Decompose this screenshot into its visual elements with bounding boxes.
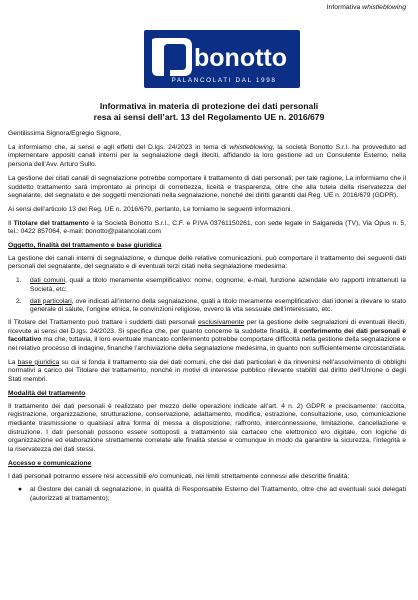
- header-plain: Informativa: [326, 4, 361, 11]
- logo-tagline-text: PALANCOLATI DAL 1998: [171, 77, 277, 84]
- list-item-term: dati particolari: [30, 297, 72, 305]
- exclusive-text-b: per la gestione delle segnalazioni di eventuali illeciti, ricevute ai sensi del D.lgs. 24/2023. Si specifica che, per quanto concerne la suddette finalità,: [8, 318, 406, 335]
- controller-bold: Titolare del trattamento: [13, 219, 89, 227]
- title-line-1: Informativa in materia di protezione dei dati personali: [99, 101, 319, 111]
- greeting: Gentilissima Signora/Egregio Signore,: [8, 130, 122, 137]
- logo-graphic: [142, 30, 302, 90]
- paragraph-controller: [8, 220, 406, 237]
- controller-text-b: è la Società Bonotto S.r.l., C.F. e P.IVA 03761150261, con sede legale in Salgareda (TV), Via Opus n. 5, tel.: 0422 857064, e-mail: bonotto@palancolati.com: [8, 219, 407, 236]
- heading-access: Accesso e comunicazione: [8, 459, 92, 467]
- paragraph-data-types: La gestione dei canali interni di segnalazione, e dunque delle relative comunicazioni, può comportare il trattamento dei seguenti dati personali del segnalante, del segnalato e di eventuali terzi citati nella segnalazione medesima:: [8, 254, 406, 271]
- paragraph-exclusive-use: [8, 319, 406, 354]
- exclusive-text-c: ma che, tuttavia, il loro eventuale mancato conferimento potrebbe comportare difficoltà nella gestione della segnalazione e nel relativo processo di indagine, finanche l’archiviazione della segnalazione medesima, in quanto non sufficientemente circostanziata.: [8, 336, 406, 353]
- list-item: [8, 298, 406, 315]
- list-item: [8, 277, 406, 294]
- intro-text-b: , la società Bonotto S.r.l. ha provveduto ad implementare appositi canali interni per la segnalazione degli illeciti, affidando la loro gestione ad un Consulente Esterno, nella persona dell’Avv. Arturo Sullo.: [8, 143, 406, 169]
- list-number: 2.: [16, 297, 22, 305]
- paragraph-access: I dati personali potranno essere resi accessibili e/o comunicati, nei limiti strettamente connessi alle descritte finalità:: [8, 472, 350, 480]
- document-title: [0, 101, 418, 123]
- legal-basis-underline: base giuridica: [17, 358, 60, 366]
- exclusive-underline: esclusivamente: [198, 318, 245, 326]
- running-header: [327, 4, 406, 11]
- list-number: 1.: [16, 277, 22, 285]
- title-line-2: resa ai sensi dell’art. 13 del Regolamento UE n. 2016/679: [93, 112, 325, 122]
- heading-modalities: Modalità del trattamento: [8, 389, 86, 397]
- bonotto-logo: [142, 30, 302, 90]
- list-item: [8, 486, 406, 503]
- list-item-text: , ove indicati all’interno della segnalazione, quali a titolo meramente esemplificativo: dati idonei a rilevare lo stato generale di salute, l’origine etnica, le convinzioni religiose, ovvero la vita sessuale dell’interessato, etc.: [30, 297, 406, 314]
- list-item-text: , quali a titolo meramente esemplificativo: nome, cognome, e-mail, funzione aziendale e/o rapporti intrattenuti la Società, etc;: [30, 277, 406, 293]
- paragraph-intro: [8, 144, 406, 170]
- header-italic: whistleblowing: [362, 4, 406, 11]
- intro-italic: whistleblowing: [229, 143, 273, 151]
- data-types-list: [8, 277, 406, 315]
- list-item-text: al Gestore dei canali di segnalazione, in qualità di Responsabile Esterno del Trattamento, oltre che ad eventuali suoi delegati (autorizzati al trattamento);: [30, 486, 406, 502]
- controller-text-a: Il: [8, 219, 14, 227]
- paragraph-modalities: Il trattamento dei dati personali è realizzato per mezzo delle operazioni indicate all’art. 4 n. 2) GDPR e precisamente: raccolta, registrazione, organizzazione, strutturazione, conservazione, adattamento, modifica, estrazione, consultazione, uso, comunicazione mediante trasmissione o qualsiasi altra forma di messa a disposizione, raffronto, interconnessione, limitazione, cancellazione e distruzione. I dati personali possono essere sottoposti a trattamento sia cartaceo che elettronico e/o digitale, con logiche di organizzazione ed elaborazione strettamente correlate alle finalità stesse e comunque in modo da garantire la sicurezza, l’integrità e la riservatezza dei dati stessi.: [8, 402, 406, 454]
- exclusive-bold: il conferimento dei dati personali è facoltativo: [8, 327, 406, 344]
- exclusive-text-a: Il Titolare del Trattamento può trattare i suddetti dati personali: [8, 318, 199, 326]
- paragraph-processing: La gestione dei citati canali di segnalazione potrebbe comportare il trattamento di dati personali; per tale ragione, La informiamo che il suddetto trattamento sarà improntato ai principi di correttezza, liceità e trasparenza, oltre che alla tutela della riservatezza del segnalante, del segnalato e dei soggetti menzionati nella segnalazione, nonché dei diritti garantiti dal Reg. UE n. 2016/679 (GDPR).: [8, 174, 406, 200]
- logo-brand-text: bonotto: [194, 44, 288, 72]
- legal-basis-text-a: La: [8, 358, 18, 366]
- list-item-term: dati comuni: [30, 277, 66, 285]
- access-list: [8, 486, 406, 503]
- intro-text-a: La informiamo che, ai sensi e agli effetti del D.lgs. 24/2023 in tema di: [8, 143, 230, 151]
- legal-basis-text-b: su cui si fonda il trattamento sia dei dati comuni, che dei dati particolari è da rinvenirsi nell’assolvimento di obblighi normativi a carico del Titolare del trattamento, nonché in motivi di interesse pubblico rilevante stabiliti dal diritto dell’Unione o degli Stati membri.: [8, 358, 407, 384]
- paragraph-legal-basis: [8, 359, 406, 385]
- bullet: ●: [18, 486, 23, 494]
- document-body: [8, 130, 406, 504]
- paragraph-info: Ai sensi dell’articolo 13 del Reg. UE n. 2016/679, pertanto, Le forniamo le seguenti informazioni.: [8, 205, 293, 213]
- heading-purpose: Oggetto, finalità del trattamento e base giuridica: [8, 242, 162, 250]
